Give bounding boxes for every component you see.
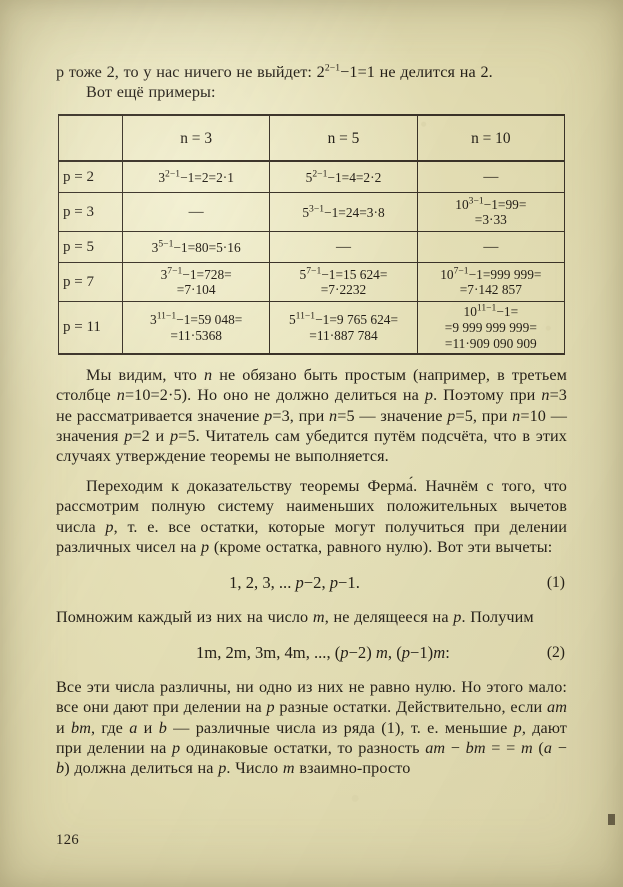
expression-base: 5 — [302, 204, 310, 220]
paragraph-fermat-proof-intro: Переходим к доказательству теоремы Ферма́. Начнём с того, что рассмотрим полную систему наименьших положительных вычетов числа p, т. е. все остатки, которые могут получиться при делении различных чисел на p (кроме остатка, равного нулю). Вот эти вычеты: — [56, 477, 567, 556]
column-header-n3: n = 3 — [123, 115, 270, 161]
empty-cell-dash: — — [483, 239, 499, 256]
expression-exponent: 7−1 — [167, 265, 183, 277]
cell-expression-line — [300, 267, 388, 282]
math-variable: p — [105, 517, 114, 536]
expression-base: 3 — [151, 239, 159, 255]
table-row — [59, 302, 565, 354]
examples-table — [58, 114, 565, 355]
math-variable: p — [172, 738, 181, 757]
equation-1-number: (1) — [546, 574, 565, 592]
expression-exponent: 2−1 — [312, 168, 328, 180]
math-variable: p — [124, 426, 133, 445]
math-variable: m — [375, 643, 388, 663]
expression-exponent: 5−1 — [158, 238, 174, 250]
row-header-p7: p = 7 — [59, 263, 123, 302]
math-variable: n — [541, 386, 550, 405]
math-variable: m — [521, 738, 533, 757]
cell-p5-n5 — [270, 232, 417, 263]
cell-expression-line — [464, 304, 519, 319]
expression-remainder: −1=24=3·8 — [324, 204, 385, 220]
table-row — [59, 161, 565, 193]
expression-exponent: 11−1 — [476, 302, 497, 314]
cell-p2-n10 — [417, 161, 564, 193]
empty-cell-dash: — — [483, 169, 499, 186]
cell-expression-continuation-2: =11·5368 — [170, 327, 222, 343]
math-variable: n — [512, 406, 521, 425]
cell-expression-line — [455, 197, 526, 212]
math-variable: am — [425, 738, 446, 757]
cell-expression-line — [158, 170, 234, 185]
expression-remainder: −1=728= — [182, 266, 232, 282]
math-variable: am — [547, 698, 567, 717]
math-variable: m — [312, 608, 325, 627]
math-variable: n — [329, 406, 338, 425]
expression-base: 3 — [149, 312, 157, 328]
math-variable: a — [543, 738, 553, 757]
expression-remainder: −1=9 765 624= — [315, 312, 399, 328]
row-header-p5: p = 5 — [59, 232, 123, 263]
examples-lead-in: Вот ещё примеры: — [86, 83, 216, 102]
cell-expression-continuation-2: =11·887 784 — [309, 327, 378, 343]
cell-p11-n3 — [123, 302, 270, 354]
continued-paragraph — [56, 62, 567, 82]
empty-cell-dash: — — [335, 239, 351, 256]
row-header-p3: p = 3 — [59, 193, 123, 232]
math-variable: p — [266, 698, 275, 717]
continued-text-part1: p тоже 2, то у нас ничего не выйдет: 2 — [56, 63, 325, 81]
cell-expression-line — [440, 267, 541, 282]
math-variable: p — [201, 537, 210, 556]
expression-remainder: −1=15 624= — [321, 266, 388, 282]
math-variable: p — [295, 573, 304, 593]
cell-p5-n10 — [417, 232, 564, 263]
expression-exponent: 11−1 — [295, 310, 316, 322]
cell-expression-continuation-2: =7·2232 — [320, 282, 367, 298]
cell-expression-continuation-3: =11·909 090 909 — [444, 335, 537, 351]
cell-p2-n3 — [123, 161, 270, 193]
cell-p7-n10 — [417, 263, 564, 302]
expression-base: 5 — [288, 312, 296, 328]
table-row — [59, 193, 565, 232]
expression-remainder: −1=4=2·2 — [327, 169, 382, 185]
math-variable: p — [264, 406, 273, 425]
math-variable: p — [401, 643, 411, 663]
cell-p3-n10 — [417, 193, 564, 232]
table-header-row — [59, 115, 565, 161]
continued-text-part2: −1=1 не делится на 2. — [340, 63, 493, 81]
cell-p2-n5 — [270, 161, 417, 193]
math-variable: p — [170, 426, 179, 445]
expression-base: 5 — [299, 266, 307, 282]
cell-p11-n10 — [417, 302, 564, 354]
examples-table-wrapper — [56, 114, 567, 355]
math-variable: a — [129, 718, 138, 737]
expression-remainder: −1=59 048= — [176, 312, 243, 328]
expression-remainder: −1=2=2·1 — [180, 169, 234, 185]
cell-expression-line — [302, 205, 384, 220]
table-row — [59, 232, 565, 263]
expression-exponent: 11−1 — [156, 310, 177, 322]
cell-expression-line — [161, 267, 232, 282]
row-header-p2: p = 2 — [59, 161, 123, 193]
column-header-n5: n = 5 — [270, 115, 417, 161]
equation-1 — [56, 573, 567, 593]
cell-p3-n3 — [123, 193, 270, 232]
expression-remainder: −1=80=5·16 — [173, 239, 241, 255]
page-number: 126 — [56, 832, 80, 848]
expression-base: 10 — [455, 196, 469, 212]
expression-remainder: −1= — [496, 304, 519, 320]
table-corner-cell — [59, 115, 123, 161]
page-content — [56, 62, 567, 778]
equation-1-body: 1, 2, 3, ... p−2, p−1. — [229, 573, 360, 593]
expression-base: 3 — [160, 266, 168, 282]
math-variable: m — [282, 759, 295, 778]
exponent-2-minus-1: 2−1 — [324, 62, 341, 74]
math-variable: b — [56, 759, 65, 778]
math-variable: p — [513, 718, 522, 737]
cell-expression-continuation-2: =9 999 999 999= — [444, 320, 537, 335]
expression-base: 10 — [440, 266, 454, 282]
cell-p7-n5 — [270, 263, 417, 302]
table-row — [59, 263, 565, 302]
math-variable: p — [340, 643, 349, 663]
expression-remainder: −1=999 999= — [468, 266, 542, 282]
paragraph-distinct-remainders: Все эти числа различны, ни одно из них не равно нулю. Но этого мало: все они дают при делении на p разные остатки. Действительно, если am и bm, где a и b — различные числа из ряда (1), т. е. меньшие p, дают при делении на p одинаковые остатки, то разность am − bm = = m (a − b) должна делиться на p. Число m взаимно-просто — [56, 678, 567, 778]
paragraph-n-not-prime: Мы видим, что n не обязано быть простым (например, в третьем столбце n=10=2·5). Но оно не должно делиться на p. Поэтому при n=3 не рассматривается значение p=3, при n=5 — значение p=5, при n=10 — значения p=2 и p=5. Читатель сам убедится путём подсчёта, что в этих случаях утверждение теоремы не выполняется. — [56, 366, 568, 465]
cell-p3-n5 — [270, 193, 417, 232]
math-variable: p — [453, 608, 462, 627]
cell-expression-line — [289, 312, 398, 327]
column-header-n10: n = 10 — [417, 115, 564, 161]
scan-edge-artifact — [608, 814, 615, 825]
equation-2 — [56, 643, 567, 663]
expression-exponent: 3−1 — [309, 203, 325, 215]
cell-p5-n3 — [123, 232, 270, 263]
math-variable: bm — [71, 718, 91, 737]
math-variable: p — [447, 406, 456, 425]
expression-base: 5 — [305, 169, 313, 185]
cell-expression-line — [306, 170, 382, 185]
math-variable: b — [158, 718, 167, 737]
expression-exponent: 2−1 — [165, 168, 181, 180]
expression-base: 10 — [463, 304, 477, 320]
cell-expression-continuation-2: =7·142 857 — [459, 282, 522, 298]
equation-2-number: (2) — [546, 644, 565, 662]
cell-p11-n5 — [270, 302, 417, 354]
math-variable: m — [433, 643, 446, 663]
expression-remainder: −1=99= — [483, 196, 527, 212]
row-header-p11: p = 11 — [59, 302, 123, 354]
cell-expression-continuation-2: =7·104 — [176, 282, 216, 298]
cell-p7-n3 — [123, 263, 270, 302]
math-variable: n — [116, 386, 125, 405]
math-variable: p — [329, 573, 339, 593]
expression-exponent: 3−1 — [468, 195, 484, 207]
equation-2-body: 1m, 2m, 3m, 4m, ..., (p−2) m, (p−1)m: — [196, 643, 450, 663]
cell-expression-line — [150, 312, 242, 327]
math-variable: bm — [465, 738, 486, 757]
cell-expression-line — [152, 240, 241, 255]
paragraph-multiply-by-m: Помножим каждый из них на число m, не делящееся на p. Получим — [56, 608, 534, 627]
expression-exponent: 7−1 — [306, 265, 322, 277]
math-variable: p — [218, 759, 227, 778]
table-header — [59, 115, 565, 161]
math-variable: n — [204, 366, 213, 385]
expression-exponent: 7−1 — [453, 265, 469, 277]
cell-expression-continuation-2: =3·33 — [474, 212, 507, 228]
empty-cell-dash: — — [188, 204, 204, 221]
table-body — [59, 161, 565, 354]
expression-base: 3 — [158, 169, 166, 185]
math-variable: p — [424, 386, 434, 405]
